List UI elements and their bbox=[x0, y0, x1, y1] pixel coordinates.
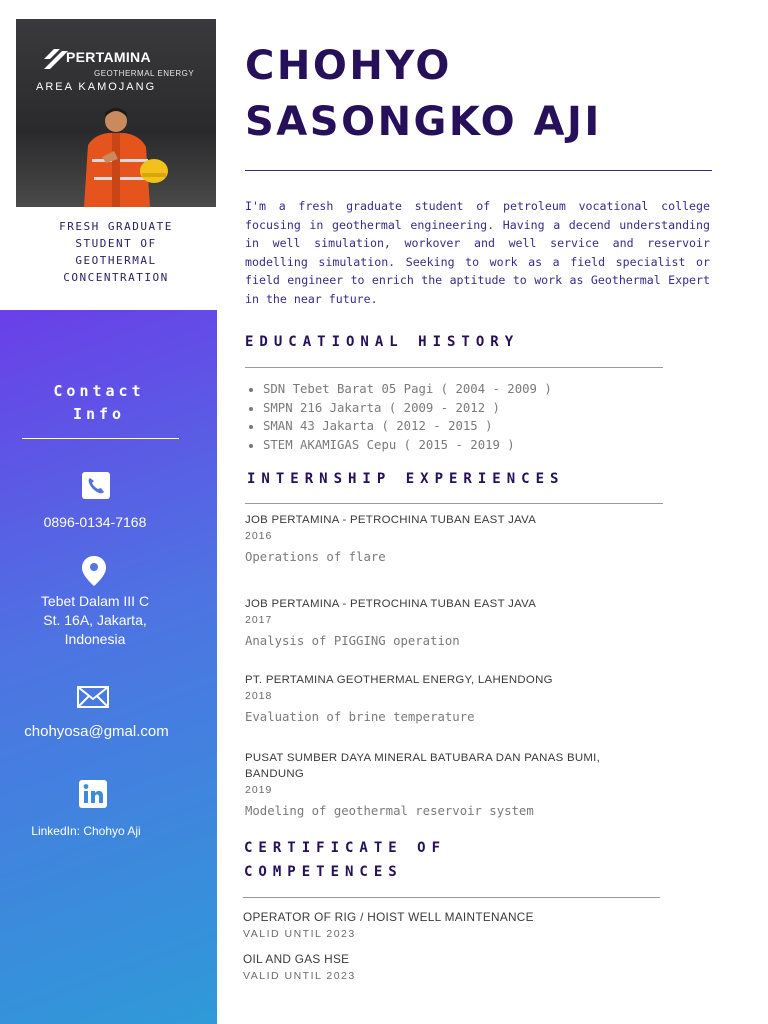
education-list bbox=[248, 380, 552, 454]
certificates-heading: CERTIFICATE OF COMPETENCES bbox=[244, 840, 447, 880]
internship-year: 2019 bbox=[245, 784, 273, 796]
education-item: • SMAN 43 Jakarta ( 2012 - 2015 ) bbox=[263, 417, 552, 436]
contact-heading: Contact Info bbox=[53, 382, 145, 423]
internship-item bbox=[245, 512, 685, 564]
linkedin-icon bbox=[79, 780, 107, 808]
internship-year: 2016 bbox=[245, 530, 273, 542]
education-item: • SDN Tebet Barat 05 Pagi ( 2004 - 2009 ) bbox=[263, 380, 552, 399]
internship-description: Evaluation of brine temperature bbox=[245, 710, 475, 724]
certificate-title: OIL AND GAS HSE bbox=[243, 952, 350, 966]
internship-description: Analysis of PIGGING operation bbox=[245, 634, 460, 648]
phone-icon bbox=[82, 472, 110, 499]
photo-brand-text: PERTAMINA bbox=[66, 49, 151, 65]
internship-org: PUSAT SUMBER DAYA MINERAL BATUBARA DAN PANAS BUMI, BANDUNG bbox=[245, 752, 601, 780]
internship-year: 2018 bbox=[245, 690, 273, 702]
address: Tebet Dalam III C St. 16A, Jakarta, Indonesia bbox=[40, 593, 150, 647]
envelope-icon bbox=[77, 686, 109, 708]
internship-org: PT. PERTAMINA GEOTHERMAL ENERGY, LAHENDONG bbox=[245, 674, 553, 686]
tagline: FRESH GRADUATE STUDENT OF GEOTHERMAL CONCENTRATION bbox=[59, 220, 173, 284]
internship-org: JOB PERTAMINA - PETROCHINA TUBAN EAST JAVA bbox=[245, 514, 537, 526]
contact-divider bbox=[22, 438, 179, 439]
internship-description: Operations of flare bbox=[245, 550, 386, 564]
education-divider bbox=[245, 367, 663, 368]
person-figure bbox=[64, 99, 174, 207]
photo-brand-subtext: GEOTHERMAL ENERGY bbox=[94, 69, 195, 78]
location-pin-icon bbox=[82, 556, 106, 586]
education-item: • STEM AKAMIGAS Cepu ( 2015 - 2019 ) bbox=[263, 436, 552, 455]
full-name: CHOHYO SASONGKO AJI bbox=[245, 43, 602, 145]
email-address[interactable]: chohyosa@gmal.com bbox=[24, 723, 169, 740]
photo-area-text: AREA KAMOJANG bbox=[36, 81, 157, 93]
certificate-validity: VALID UNTIL 2023 bbox=[243, 928, 356, 940]
education-heading: EDUCATIONAL HISTORY bbox=[245, 334, 520, 350]
phone-number[interactable]: 0896-0134-7168 bbox=[43, 514, 147, 530]
profile-photo bbox=[16, 19, 216, 207]
internship-year: 2017 bbox=[245, 614, 273, 626]
internship-org: JOB PERTAMINA - PETROCHINA TUBAN EAST JAVA bbox=[245, 598, 537, 610]
education-item: • SMPN 216 Jakarta ( 2009 - 2012 ) bbox=[263, 399, 552, 418]
certificate-item bbox=[243, 909, 534, 943]
linkedin-profile[interactable]: LinkedIn: Chohyo Aji bbox=[31, 824, 141, 838]
certificate-title: OPERATOR OF RIG / HOIST WELL MAINTENANCE bbox=[243, 910, 534, 924]
internship-description: Modeling of geothermal reservoir system bbox=[245, 804, 534, 818]
contact-sidebar bbox=[0, 310, 217, 1024]
internship-item bbox=[245, 596, 685, 648]
profile-summary: I'm a fresh graduate student of petroleum vocational college focusing in geothermal engineering. Having a decend understanding in well simulation, workover and well service and reservoir modelling simulation. Seeking to work as a field specialist or field engineer to enrich the aptitude to work as Geothermal Expert in the near future. bbox=[245, 199, 710, 306]
internship-divider bbox=[245, 503, 663, 504]
certificate-validity: VALID UNTIL 2023 bbox=[243, 970, 356, 982]
internship-heading: INTERNSHIP EXPERIENCES bbox=[247, 471, 565, 487]
internship-item bbox=[245, 672, 685, 724]
internship-item bbox=[245, 750, 635, 818]
certificates-divider bbox=[243, 897, 660, 898]
certificate-item bbox=[243, 951, 356, 985]
name-divider bbox=[245, 170, 712, 171]
